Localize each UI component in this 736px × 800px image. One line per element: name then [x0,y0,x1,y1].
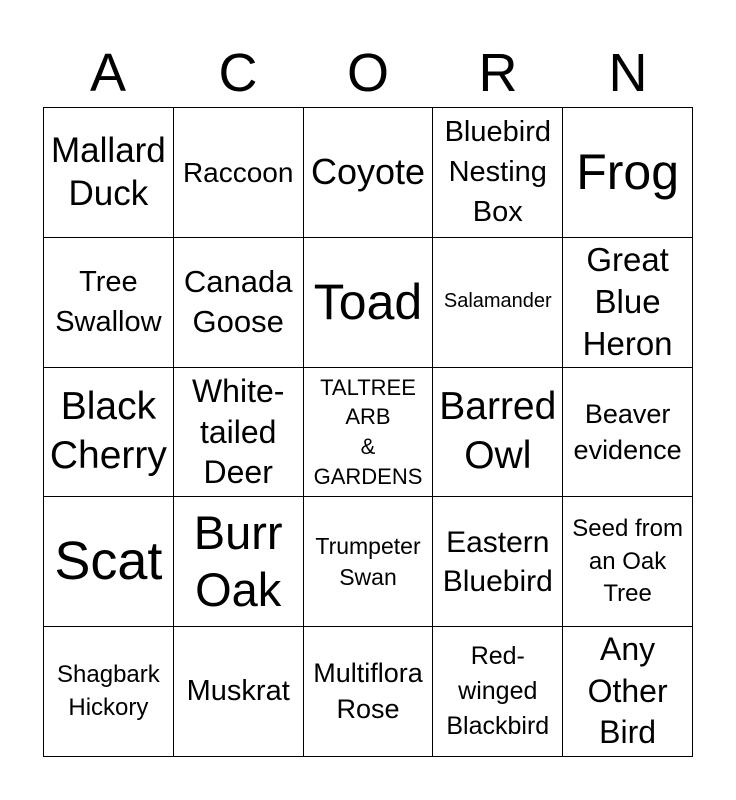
bingo-cell[interactable] [44,627,174,757]
cell-label: Raccoon [182,156,294,188]
bingo-cell[interactable] [174,368,304,498]
cell-label: Bluebird Nesting Box [444,116,551,229]
cell-label: Trumpeter Swan [315,532,421,590]
bingo-cell[interactable] [433,627,563,757]
bingo-header [43,40,693,106]
bingo-cell[interactable] [174,238,304,368]
cell-label: Muskrat [186,675,290,708]
bingo-cell[interactable] [433,497,563,627]
cell-label: Any Other Bird [587,631,668,751]
bingo-cell[interactable] [563,497,693,627]
cell-label: White- tailed Deer [191,372,285,491]
cell-label: TALTREE ARB & GARDENS [313,374,423,489]
bingo-cell[interactable] [304,627,434,757]
bingo-cell[interactable] [304,368,434,498]
cell-label: Barred Owl [439,385,557,477]
cell-label: Red- winged Blackbird [446,642,550,741]
header-letter-c: C [218,43,258,103]
bingo-cell[interactable] [44,497,174,627]
cell-label: Eastern Bluebird [442,525,553,598]
cell-label: Canada Goose [183,263,293,340]
header-letter-a: A [89,43,127,103]
cell-label: Toad [313,273,423,330]
header-letter-r: R [478,43,518,103]
cell-label: Black Cherry [49,385,167,477]
bingo-cell[interactable] [44,238,174,368]
cell-label: Burr Oak [193,506,283,616]
cell-label: Shagbark Hickory [57,661,160,721]
bingo-cell[interactable] [304,108,434,238]
cell-label: Scat [54,530,163,591]
bingo-cell[interactable] [563,108,693,238]
cell-label: Tree Swallow [55,266,162,339]
cell-label: Seed from an Oak Tree [572,515,683,607]
cell-label: Great Blue Heron [582,240,673,363]
cell-label: Coyote [310,151,426,193]
bingo-cell[interactable] [563,368,693,498]
cell-label: Frog [576,143,679,200]
bingo-cell[interactable] [433,238,563,368]
cell-label: Multiflora Rose [313,657,423,724]
cell-label: Mallard Duck [51,130,166,214]
bingo-cell[interactable] [433,368,563,498]
bingo-cell[interactable] [304,497,434,627]
bingo-cell[interactable] [304,238,434,368]
bingo-cell[interactable] [44,108,174,238]
bingo-cell[interactable] [174,627,304,757]
bingo-cell[interactable] [44,368,174,498]
bingo-cell[interactable] [563,627,693,757]
bingo-grid [43,107,693,757]
bingo-cell[interactable] [174,497,304,627]
bingo-cell[interactable] [174,108,304,238]
header-letter-o: O [346,43,389,103]
header-letter-n: N [608,43,648,103]
cell-label: Salamander [443,290,552,313]
cell-label: Beaver evidence [573,398,682,465]
bingo-cell[interactable] [433,108,563,238]
bingo-cell[interactable] [563,238,693,368]
